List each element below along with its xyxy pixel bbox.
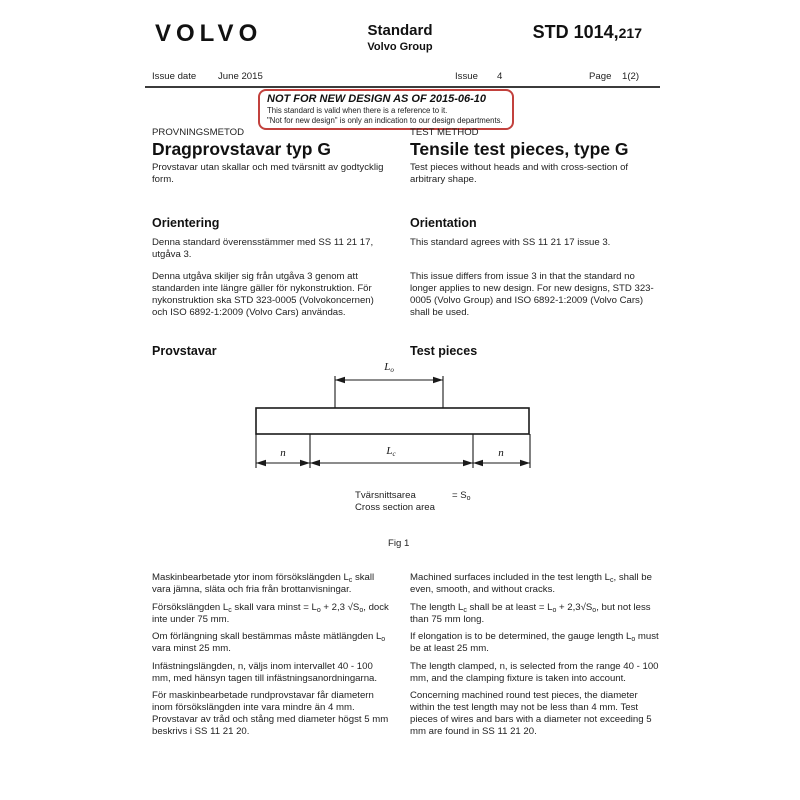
requirement-paragraph-en-3: If elongation is to be determined, the gauge length $L_o$ must be at least 25 mm. <box>410 631 659 654</box>
requirement-paragraph-sv-4: Infästningslängden, n, väljs inom intervallet 40 - 100 mm, med hänsyn tagen till infästningsanordningarna. <box>152 660 378 684</box>
orientation-p2-en: This issue differs from issue 3 in that the standard no longer applies to new design. For new designs, STD 323-0005 (Volvo Group) and ISO 6892-1:2009 (Volvo Cars) shall be used. <box>410 271 654 318</box>
notice-line-2: "Not for new design" is only an indication to our design departments. <box>267 115 503 125</box>
title-sv: Dragprovstavar typ G <box>152 139 331 159</box>
orientation-heading-sv: Orientering <box>152 216 220 230</box>
requirement-paragraph-en-1: Machined surfaces included in the test length $L_c$, shall be even, smooth, and without cracks. <box>410 572 652 595</box>
issue-label: Issue <box>455 71 478 82</box>
pieces-heading-en: Test pieces <box>410 344 478 358</box>
test-length-label: $L_c$ <box>386 445 396 458</box>
requirement-paragraph-sv-5: För maskinbearbetade rundprovstavar får diametern inom försökslängden inte vara mindre än 4 mm. Provstavar av tråd och stång med diameter högst 5 mm beskrivs i SS 11 21 20. <box>152 690 389 737</box>
issue-value: 4 <box>497 71 503 82</box>
subtitle-en: Test pieces without heads and with cross-section of arbitrary shape. <box>410 162 629 185</box>
doc-number-suffix: 217 <box>618 25 642 41</box>
subtitle-sv: Provstavar utan skallar och med tvärsnitt av godtycklig form. <box>152 162 384 185</box>
doc-number <box>450 22 642 43</box>
page-label: Page <box>589 71 612 82</box>
test-piece-figure <box>145 360 665 475</box>
figure-caption: Fig 1 <box>388 538 410 549</box>
orientation-p1-sv: Denna standard överensstämmer med SS 11 21 17, utgåva 3. <box>152 237 374 260</box>
header-rule <box>145 86 660 88</box>
header-title-block <box>340 22 460 53</box>
requirement-paragraph-sv-2: Försökslängden $L_c$ skall vara minst = $L_o + 2,3$ $√S_o$, dock inte under 75 mm. <box>152 601 389 625</box>
pieces-heading-sv: Provstavar <box>152 344 217 358</box>
figure-bar <box>256 408 529 434</box>
requirements-column-en <box>410 572 662 744</box>
doc-type-title: Standard <box>367 22 433 39</box>
kicker-sv: PROVNINGSMETOD <box>152 127 245 138</box>
orientation-p1-en: This standard agrees with SS 11 21 17 issue 3. <box>410 237 611 248</box>
area-label-en: Cross section area <box>355 502 435 513</box>
notice-line-1: This standard is valid when there is a reference to it. <box>267 106 448 115</box>
requirement-paragraph-en-2: The length $L_c$ shall be at least = $L_o + 2,3√S_o$, but not less than 75 mm long. <box>410 601 651 625</box>
doc-org: Volvo Group <box>367 41 433 53</box>
page-value: 1(2) <box>622 71 640 82</box>
requirement-paragraph-en-5: Concerning machined round test pieces, the diameter within the test length may not be less than 4 mm. Test pieces of wires and bars with a diameter not exceeding 5 mm are found in SS 11 21 20. <box>410 690 652 737</box>
requirement-paragraph-sv-1: Maskinbearbetade ytor inom försökslängden $L_c$ skall vara jämna, släta och fria från brottanvisningar. <box>152 572 375 595</box>
area-value: = $S_o$ <box>452 490 471 502</box>
orientation-heading-en: Orientation <box>410 216 477 230</box>
volvo-logo: VOLVO <box>155 20 263 47</box>
requirement-paragraph-sv-3: Om förlängning skall bestämmas måste mätlängden $L_o$ vara minst 25 mm. <box>152 631 386 654</box>
doc-number-main: STD 1014, <box>532 22 619 42</box>
issue-date-value: June 2015 <box>218 71 263 82</box>
kicker-en: TEST METHOD <box>410 127 479 138</box>
not-for-new-design-notice <box>258 89 514 130</box>
gauge-length-label: $L_o$ <box>384 361 394 374</box>
clamp-length-right-label: n <box>498 447 504 459</box>
clamp-length-left-label: n <box>280 447 286 459</box>
requirement-paragraph-en-4: The length clamped, n, is selected from the range 40 - 100 mm, and the clamping fixture is taken into account. <box>410 660 659 684</box>
orientation-p2-sv: Denna utgåva skiljer sig från utgåva 3 genom att standarden inte längre gäller för nykonstruktion. För nykonstruktion ska STD 323-0005 (Volvokoncernen) och ISO 6892-1:2009 (Volvo Cars) användas. <box>152 271 374 318</box>
title-en: Tensile test pieces, type G <box>410 139 629 159</box>
test-piece-diagram <box>145 360 665 475</box>
requirements-column-sv <box>152 572 390 744</box>
issue-date-label: Issue date <box>152 71 197 82</box>
notice-title: NOT FOR NEW DESIGN AS OF 2015-06-10 <box>267 93 487 105</box>
area-labels <box>355 490 435 514</box>
area-label-sv: Tvärsnittsarea <box>355 490 416 501</box>
